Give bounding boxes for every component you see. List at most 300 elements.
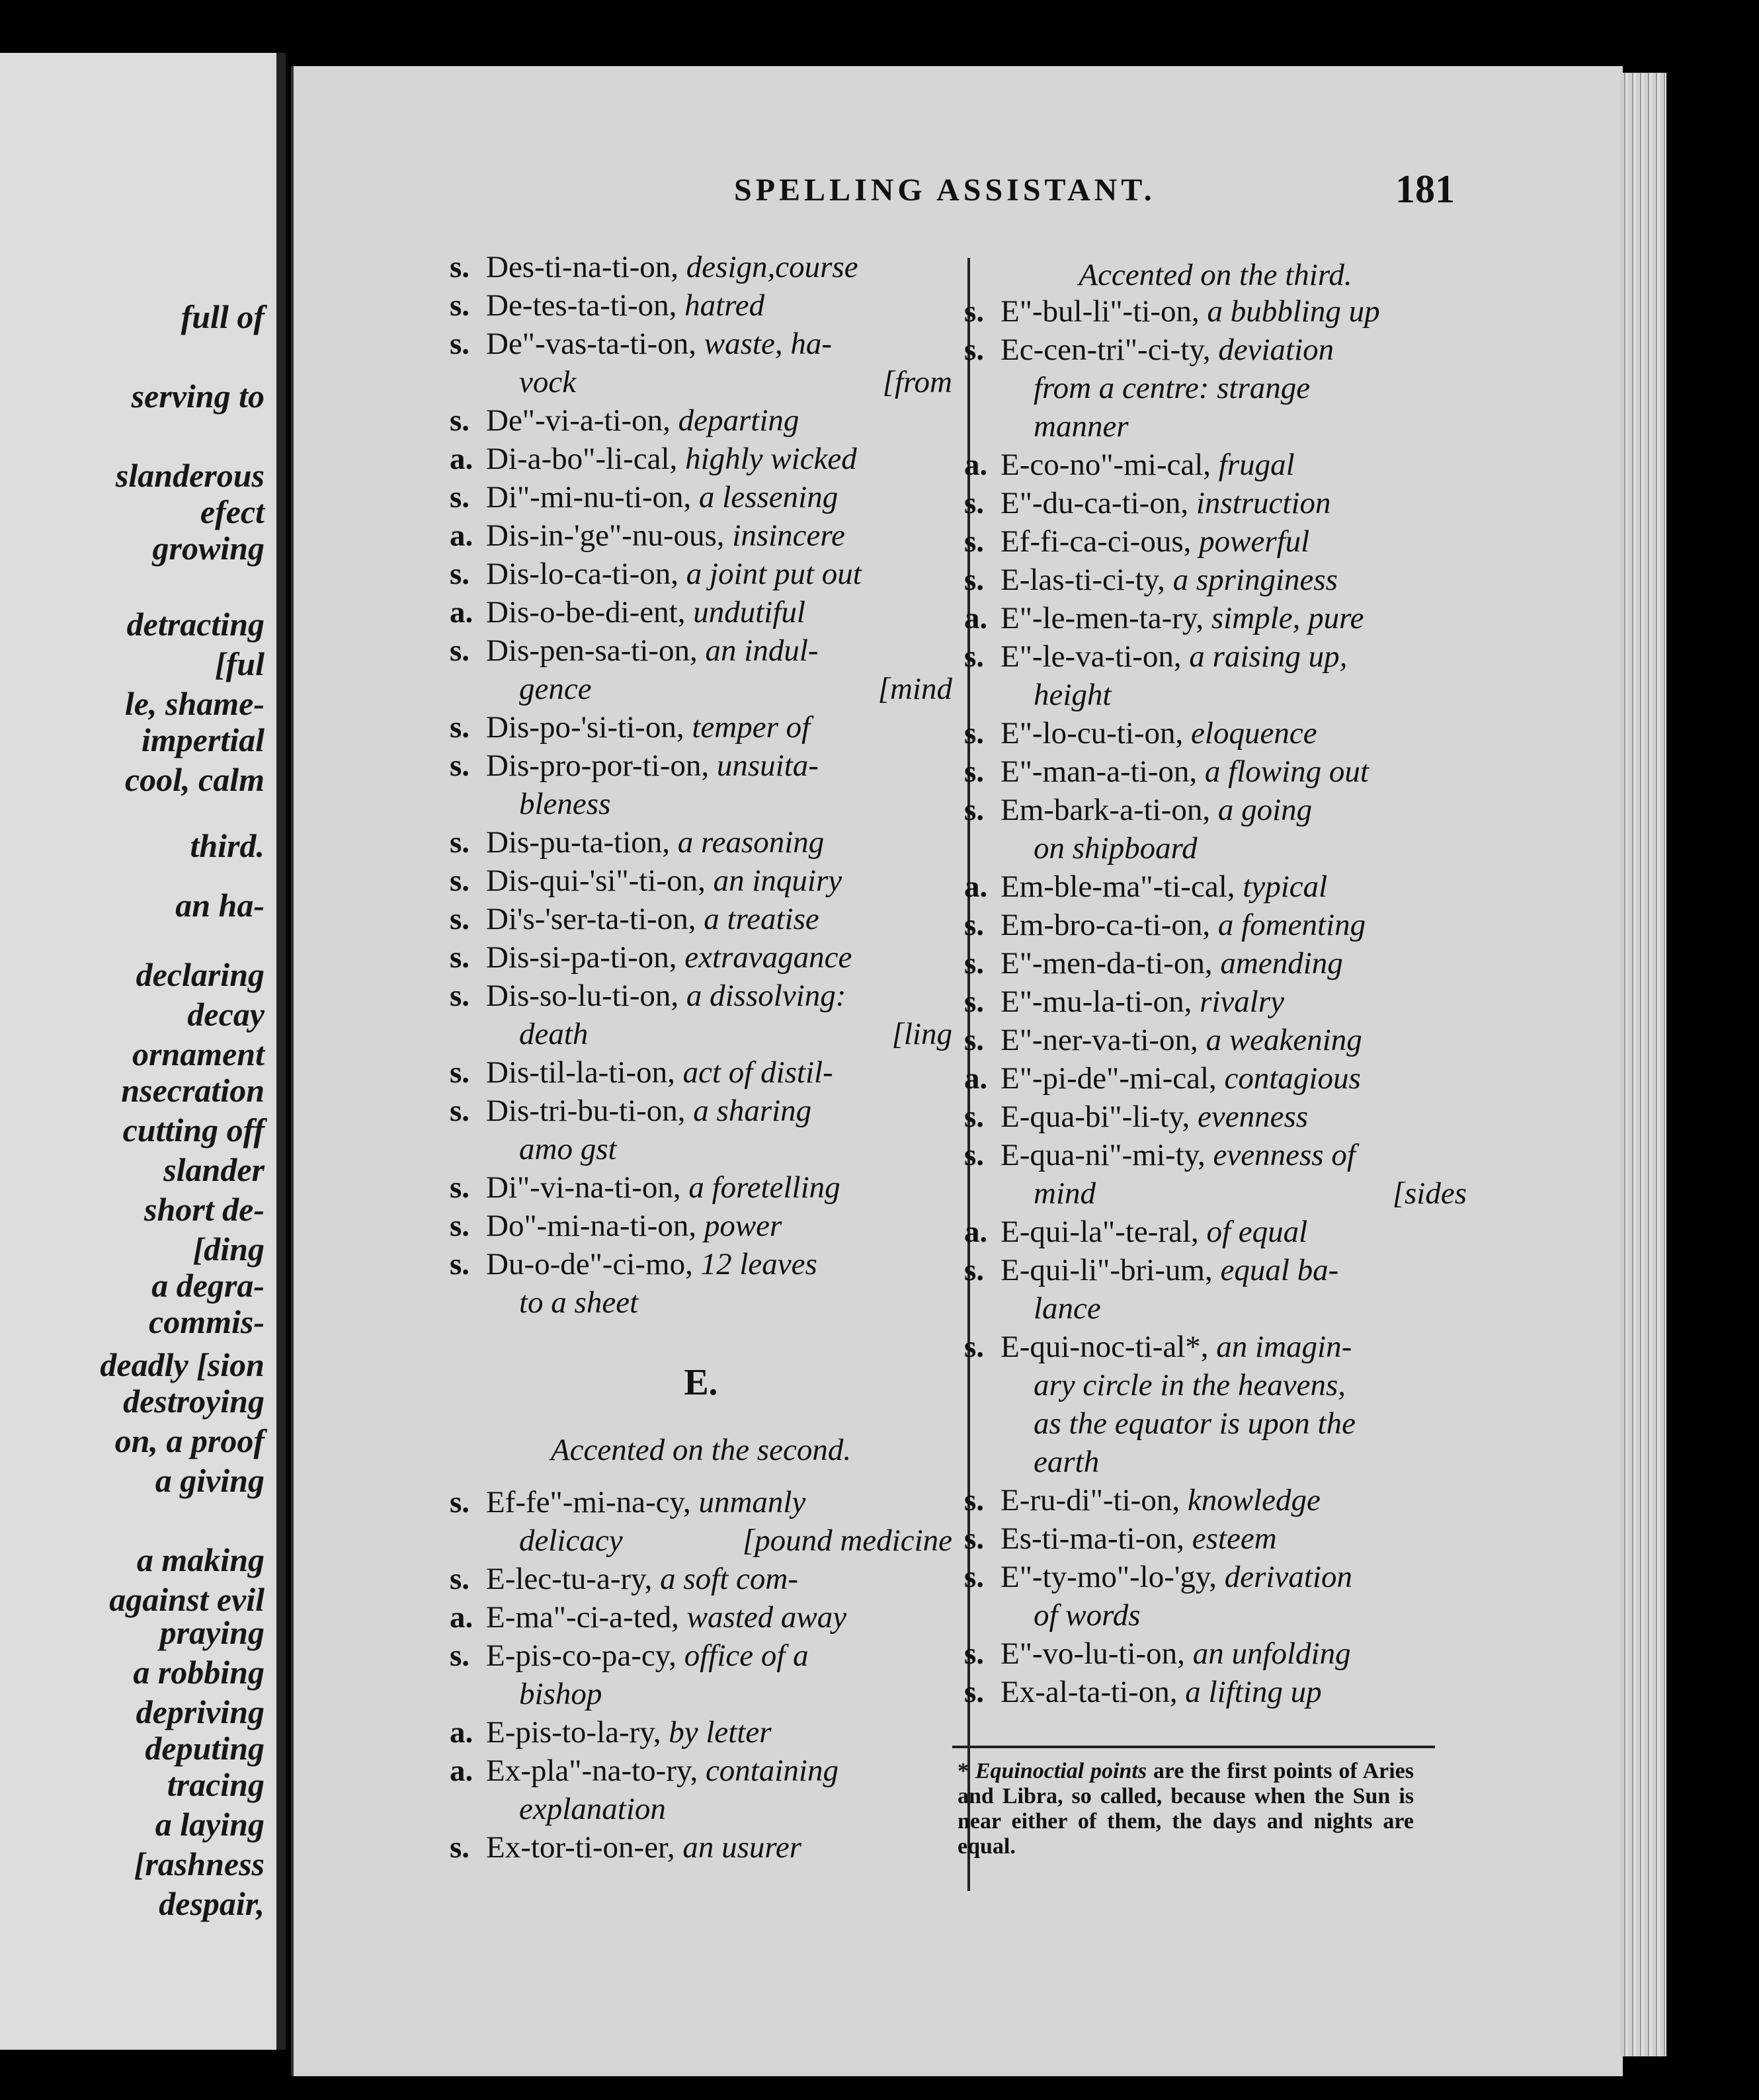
dictionary-entry xyxy=(964,906,1467,944)
definition: power xyxy=(704,1209,782,1243)
definition: a bubbling up xyxy=(1207,294,1380,329)
part-of-speech: a. xyxy=(450,442,473,476)
dictionary-entry xyxy=(450,440,952,478)
left-page-fragment: [rashness xyxy=(134,1845,265,1882)
definition-continuation xyxy=(450,670,952,708)
headword: Em-bro-ca-ti-on, xyxy=(1001,908,1211,942)
continuation-text: on shipboard xyxy=(1034,831,1198,866)
definition: an inquiry xyxy=(713,864,842,898)
footnote-rule xyxy=(952,1746,1435,1748)
left-page-fragment: [ful xyxy=(215,645,265,682)
headword: E"-man-a-ti-on, xyxy=(1001,754,1198,789)
headword: E"-le-men-ta-ry, xyxy=(1001,601,1204,635)
definition: waste, ha- xyxy=(704,327,832,361)
definition: deviation xyxy=(1218,333,1334,367)
part-of-speech: s. xyxy=(964,1023,985,1057)
headword: De"-vi-a-ti-on, xyxy=(486,403,671,438)
headword: Dis-o-be-di-ent, xyxy=(486,595,686,629)
part-of-speech: s. xyxy=(964,1560,985,1594)
continuation-text: delicacy xyxy=(519,1523,623,1558)
continuation-text: gence xyxy=(519,672,592,706)
left-facing-page xyxy=(0,53,286,2050)
dictionary-entry xyxy=(964,1519,1467,1558)
definition: a soft com- xyxy=(660,1562,798,1596)
headword: Di"-mi-nu-ti-on, xyxy=(486,480,692,514)
part-of-speech: s. xyxy=(964,333,985,367)
dictionary-entry xyxy=(450,1245,952,1283)
part-of-speech: a. xyxy=(450,1715,473,1750)
definition-continuation xyxy=(964,407,1467,446)
continuation-text: vock xyxy=(519,365,577,399)
continuation-text: earth xyxy=(1034,1445,1100,1479)
headword: Es-ti-ma-ti-on, xyxy=(1001,1521,1185,1556)
definition-continuation xyxy=(964,829,1467,868)
definition: powerful xyxy=(1199,524,1310,559)
dictionary-entry xyxy=(450,708,952,747)
dictionary-entry xyxy=(450,1053,952,1092)
part-of-speech: s. xyxy=(450,250,470,284)
dictionary-entry xyxy=(964,292,1467,331)
runover-fragment: [mind xyxy=(878,672,952,706)
left-page-fragment: nsecration xyxy=(121,1072,265,1109)
left-entries xyxy=(450,248,952,1322)
part-of-speech: a. xyxy=(450,595,473,629)
left-page-fragment: full of xyxy=(181,298,265,335)
part-of-speech: s. xyxy=(450,1562,470,1596)
dictionary-entry xyxy=(450,248,952,286)
definition-continuation xyxy=(450,785,952,823)
headword: Ef-fi-ca-ci-ous, xyxy=(1001,524,1192,559)
part-of-speech: s. xyxy=(964,1636,985,1671)
dictionary-entry xyxy=(964,1251,1467,1289)
headword: Dis-lo-ca-ti-on, xyxy=(486,557,679,591)
dictionary-entry xyxy=(450,823,952,862)
left-page-fragment: cutting off xyxy=(122,1111,265,1149)
headword: Do"-mi-na-ti-on, xyxy=(486,1209,697,1243)
dictionary-entry xyxy=(964,1481,1467,1519)
continuation-text: from a centre: strange xyxy=(1034,371,1311,405)
part-of-speech: a. xyxy=(450,518,473,553)
part-of-speech: s. xyxy=(450,1170,470,1205)
headword: Em-bark-a-ti-on, xyxy=(1001,793,1211,827)
part-of-speech: s. xyxy=(964,985,985,1019)
definition: evenness xyxy=(1198,1100,1309,1134)
definition-continuation xyxy=(964,1366,1467,1404)
part-of-speech: s. xyxy=(450,710,470,745)
definition: containing xyxy=(705,1754,839,1788)
headword: E-co-no"-mi-cal, xyxy=(1001,448,1211,482)
left-page-fragment: le, shame- xyxy=(124,685,265,722)
dictionary-entry xyxy=(964,637,1467,676)
left-page-fragment: cool, calm xyxy=(124,761,265,798)
definition: highly wicked xyxy=(685,442,857,476)
definition: of equal xyxy=(1206,1215,1308,1249)
headword: De"-vas-ta-ti-on, xyxy=(486,327,697,361)
left-entries-second xyxy=(450,1483,952,1867)
headword: E-pis-co-pa-cy, xyxy=(486,1638,676,1673)
running-header: SPELLING ASSISTANT. xyxy=(734,173,1156,208)
section-subhead: Accented on the second. xyxy=(550,1433,852,1467)
part-of-speech: s. xyxy=(450,1247,470,1281)
headword: E"-le-va-ti-on, xyxy=(1001,639,1182,674)
runover-fragment: [ling xyxy=(891,1017,952,1051)
definition: an imagin- xyxy=(1216,1330,1352,1364)
part-of-speech: s. xyxy=(450,748,470,783)
section-letter: E. xyxy=(684,1362,718,1403)
right-subhead: Accented on the third. xyxy=(1079,258,1352,292)
left-page-fragment: [ding xyxy=(192,1231,265,1268)
left-page-fragment: a giving xyxy=(155,1462,265,1499)
part-of-speech: s. xyxy=(450,940,470,975)
left-page-fragment: impertial xyxy=(141,721,265,758)
definition: a springiness xyxy=(1172,563,1338,597)
continuation-text: manner xyxy=(1034,409,1129,444)
headword: Di's-'ser-ta-ti-on, xyxy=(486,902,696,936)
headword: Dis-til-la-ti-on, xyxy=(486,1055,675,1090)
definition: 12 leaves xyxy=(700,1247,817,1281)
footnote-text: are the first points of Aries and Libra, so called, because when the Sun is near either of them, the days and nights are equal. xyxy=(958,1759,1414,1859)
dictionary-entry xyxy=(450,1713,952,1752)
part-of-speech: s. xyxy=(964,294,985,329)
headword: E"-lo-cu-ti-on, xyxy=(1001,716,1184,750)
definition: undutiful xyxy=(693,595,805,629)
dictionary-entry xyxy=(964,522,1467,561)
definition: a foretelling xyxy=(688,1170,840,1205)
left-page-fragment: deadly [sion xyxy=(100,1346,265,1383)
definition: knowledge xyxy=(1187,1483,1321,1517)
left-page-fragment: deputing xyxy=(145,1730,265,1767)
dictionary-entry xyxy=(450,1483,952,1521)
definition: derivation xyxy=(1224,1560,1352,1594)
part-of-speech: s. xyxy=(450,979,470,1013)
definition: eloquence xyxy=(1191,716,1317,750)
headword: Ef-fe"-mi-na-cy, xyxy=(486,1485,691,1519)
left-page-fragment: decay xyxy=(187,996,265,1033)
definition: evenness of xyxy=(1213,1138,1356,1172)
headword: Des-ti-na-ti-on, xyxy=(486,250,679,284)
part-of-speech: s. xyxy=(450,1485,470,1519)
headword: Dis-si-pa-ti-on, xyxy=(486,940,677,975)
continuation-text: height xyxy=(1034,678,1112,712)
left-page-fragment: third. xyxy=(190,827,265,864)
definition: esteem xyxy=(1192,1521,1277,1556)
definition-continuation xyxy=(964,676,1467,714)
continuation-text: lance xyxy=(1034,1291,1101,1326)
part-of-speech: a. xyxy=(964,869,988,904)
headword: E"-ner-va-ti-on, xyxy=(1001,1023,1198,1057)
definition: a treatise xyxy=(704,902,819,936)
definition: design,course xyxy=(686,250,858,284)
part-of-speech: s. xyxy=(964,754,985,789)
part-of-speech: s. xyxy=(450,1638,470,1673)
headword: E-qua-ni"-mi-ty, xyxy=(1001,1138,1206,1172)
dictionary-entry xyxy=(450,631,952,670)
dictionary-entry xyxy=(964,484,1467,522)
part-of-speech: s. xyxy=(450,403,470,438)
dictionary-entry xyxy=(450,1560,952,1598)
left-page-fragment: slander xyxy=(163,1151,265,1188)
continuation-text: of words xyxy=(1034,1598,1141,1633)
dictionary-entry xyxy=(964,983,1467,1021)
part-of-speech: s. xyxy=(450,1094,470,1128)
continuation-text: ary circle in the heavens, xyxy=(1034,1368,1346,1402)
dictionary-entry xyxy=(964,561,1467,599)
runover-fragment: [pound medicine xyxy=(742,1523,952,1558)
continuation-text: bishop xyxy=(519,1677,602,1711)
footnote xyxy=(958,1759,1414,1859)
part-of-speech: s. xyxy=(964,524,985,559)
dictionary-entry xyxy=(964,599,1467,637)
dictionary-entry xyxy=(450,1092,952,1130)
definition-continuation xyxy=(964,369,1467,407)
part-of-speech: s. xyxy=(450,1209,470,1243)
left-page-fragment: an ha- xyxy=(175,887,265,924)
part-of-speech: s. xyxy=(964,1138,985,1172)
definition: a weakening xyxy=(1206,1023,1362,1057)
headword: E"-vo-lu-ti-on, xyxy=(1001,1636,1185,1671)
continuation-text: to a sheet xyxy=(519,1285,639,1320)
left-page-fragment: detracting xyxy=(126,606,265,643)
definition: departing xyxy=(678,403,799,438)
dictionary-entry xyxy=(450,1828,952,1867)
left-page-fragment: on, a proof xyxy=(114,1422,265,1459)
headword: E"-bul-li"-ti-on, xyxy=(1001,294,1200,329)
dictionary-entry xyxy=(964,1328,1467,1366)
dictionary-entry xyxy=(964,1213,1467,1251)
part-of-speech: s. xyxy=(964,563,985,597)
left-page-fragment: against evil xyxy=(109,1581,265,1618)
dictionary-entry xyxy=(964,1059,1467,1098)
dictionary-entry xyxy=(964,446,1467,484)
part-of-speech: s. xyxy=(964,793,985,827)
definition-continuation xyxy=(964,1404,1467,1443)
footnote-lead: Equinoctial points xyxy=(975,1759,1147,1783)
part-of-speech: s. xyxy=(964,908,985,942)
dictionary-entry xyxy=(450,478,952,516)
definition: hatred xyxy=(684,288,765,323)
definition: a joint put out xyxy=(686,557,862,591)
definition: simple, pure xyxy=(1211,601,1364,635)
definition: an unfolding xyxy=(1192,1636,1351,1671)
part-of-speech: a. xyxy=(964,1215,988,1249)
headword: Dis-pen-sa-ti-on, xyxy=(486,633,698,668)
runover-fragment: [sides xyxy=(1392,1176,1467,1211)
part-of-speech: s. xyxy=(450,557,470,591)
definition: equal ba- xyxy=(1220,1253,1339,1287)
part-of-speech: a. xyxy=(964,601,988,635)
dictionary-entry xyxy=(964,1098,1467,1136)
headword: Em-ble-ma"-ti-cal, xyxy=(1001,869,1235,904)
dictionary-entry xyxy=(964,1635,1467,1673)
definition: a raising up, xyxy=(1189,639,1348,674)
dictionary-entry xyxy=(450,516,952,555)
definition: extravagance xyxy=(684,940,852,975)
dictionary-entry xyxy=(450,1168,952,1207)
part-of-speech: s. xyxy=(964,716,985,750)
part-of-speech: s. xyxy=(964,946,985,981)
dictionary-entry xyxy=(964,1673,1467,1711)
definition: an usurer xyxy=(682,1830,802,1865)
dictionary-entry xyxy=(450,401,952,440)
left-page-fragment: a robbing xyxy=(133,1654,265,1691)
headword: E"-du-ca-ti-on, xyxy=(1001,486,1189,520)
definition: a reasoning xyxy=(677,825,825,860)
part-of-speech: s. xyxy=(964,1330,985,1364)
dictionary-entry xyxy=(964,791,1467,829)
definition: a dissolving: xyxy=(686,979,846,1013)
headword: Ex-tor-ti-on-er, xyxy=(486,1830,675,1865)
part-of-speech: s. xyxy=(450,902,470,936)
dictionary-entry xyxy=(964,1021,1467,1059)
part-of-speech: s. xyxy=(450,288,470,323)
dictionary-entry xyxy=(450,1636,952,1675)
headword: Ec-cen-tri"-ci-ty, xyxy=(1001,333,1211,367)
headword: E-qui-noc-ti-al*, xyxy=(1001,1330,1209,1364)
continuation-text: mind xyxy=(1034,1176,1096,1211)
dictionary-entry xyxy=(450,325,952,363)
definition-continuation xyxy=(964,1443,1467,1481)
dictionary-entry xyxy=(450,286,952,325)
headword: E"-mu-la-ti-on, xyxy=(1001,985,1192,1019)
definition: a fomenting xyxy=(1217,908,1366,942)
definition: wasted away xyxy=(686,1600,847,1635)
definition: unmanly xyxy=(698,1485,806,1519)
part-of-speech: s. xyxy=(450,327,470,361)
headword: E"-ty-mo"-lo-'gy, xyxy=(1001,1560,1217,1594)
definition-continuation xyxy=(450,1521,952,1560)
left-page-fragment: ornament xyxy=(132,1035,265,1072)
dictionary-entry xyxy=(964,944,1467,983)
headword: Ex-al-ta-ti-on, xyxy=(1001,1675,1178,1709)
page-edge xyxy=(1620,73,1666,2056)
left-page-fragment: a degra- xyxy=(151,1267,265,1304)
part-of-speech: a. xyxy=(964,448,988,482)
headword: Dis-pu-ta-tion, xyxy=(486,825,671,860)
dictionary-entry xyxy=(964,331,1467,369)
dictionary-entry xyxy=(964,1558,1467,1596)
left-column xyxy=(450,248,952,1867)
left-page-fragment: declaring xyxy=(136,956,265,993)
left-page-fragment: growing xyxy=(152,530,265,567)
definition: a flowing out xyxy=(1204,754,1369,789)
definition: instruction xyxy=(1196,486,1331,520)
part-of-speech: s. xyxy=(450,480,470,514)
part-of-speech: s. xyxy=(450,633,470,668)
part-of-speech: s. xyxy=(450,1830,470,1865)
left-page-fragment: short de- xyxy=(144,1191,265,1228)
headword: E-qui-la"-te-ral, xyxy=(1001,1215,1199,1249)
part-of-speech: s. xyxy=(964,1521,985,1556)
definition: a going xyxy=(1217,793,1313,827)
part-of-speech: a. xyxy=(450,1600,473,1635)
headword: Dis-qui-'si"-ti-on, xyxy=(486,864,706,898)
dictionary-entry xyxy=(450,593,952,631)
definition: frugal xyxy=(1218,448,1295,482)
part-of-speech: s. xyxy=(964,639,985,674)
left-page-fragment: tracing xyxy=(167,1766,265,1803)
definition-continuation xyxy=(964,1174,1467,1213)
dictionary-entry xyxy=(964,714,1467,752)
continuation-text: amo gst xyxy=(519,1132,617,1166)
part-of-speech: s. xyxy=(450,864,470,898)
definition: amending xyxy=(1220,946,1343,981)
headword: E"-pi-de"-mi-cal, xyxy=(1001,1061,1217,1096)
headword: Dis-so-lu-ti-on, xyxy=(486,979,679,1013)
dictionary-entry xyxy=(450,1752,952,1790)
left-page-fragment: serving to xyxy=(131,378,265,415)
left-page-fragment: despair, xyxy=(159,1885,265,1922)
headword: De-tes-ta-ti-on, xyxy=(486,288,677,323)
definition-continuation xyxy=(450,1790,952,1828)
headword: Dis-tri-bu-ti-on, xyxy=(486,1094,686,1128)
left-page-fragment: commis- xyxy=(149,1303,265,1340)
left-page-fragment: a making xyxy=(136,1541,265,1578)
part-of-speech: s. xyxy=(964,1100,985,1134)
continuation-text: bleness xyxy=(519,787,611,821)
headword: E-qua-bi"-li-ty, xyxy=(1001,1100,1190,1134)
definition-continuation xyxy=(450,363,952,401)
headword: Ex-pla"-na-to-ry, xyxy=(486,1754,698,1788)
dictionary-entry xyxy=(450,1598,952,1636)
definition-continuation xyxy=(450,1130,952,1168)
dictionary-entry xyxy=(450,1207,952,1245)
headword: E-ma"-ci-a-ted, xyxy=(486,1600,679,1635)
left-page-fragment: slanderous xyxy=(115,457,265,494)
part-of-speech: s. xyxy=(450,1055,470,1090)
headword: E-ru-di"-ti-on, xyxy=(1001,1483,1180,1517)
part-of-speech: s. xyxy=(964,1483,985,1517)
headword: Di"-vi-na-ti-on, xyxy=(486,1170,681,1205)
left-page-fragment: a laying xyxy=(155,1806,265,1843)
definition: contagious xyxy=(1224,1061,1361,1096)
right-column xyxy=(964,258,1467,1711)
part-of-speech: a. xyxy=(964,1061,988,1096)
definition: an indul- xyxy=(705,633,819,668)
headword: Dis-in-'ge"-nu-ous, xyxy=(486,518,725,553)
right-entries xyxy=(964,292,1467,1711)
headword: Dis-po-'si-ti-on, xyxy=(486,710,684,745)
part-of-speech: s. xyxy=(964,1253,985,1287)
dictionary-entry xyxy=(964,752,1467,791)
definition: temper of xyxy=(692,710,811,745)
definition: office of a xyxy=(684,1638,809,1673)
headword: Di-a-bo"-li-cal, xyxy=(486,442,678,476)
headword: E-pis-to-la-ry, xyxy=(486,1715,661,1750)
left-page-fragment: praying xyxy=(159,1614,265,1651)
part-of-speech: a. xyxy=(450,1754,473,1788)
headword: E-qui-li"-bri-um, xyxy=(1001,1253,1213,1287)
left-page-fragment: depriving xyxy=(136,1693,265,1730)
dictionary-entry xyxy=(964,1136,1467,1174)
definition-continuation xyxy=(964,1289,1467,1328)
part-of-speech: s. xyxy=(450,825,470,860)
left-page-fragment: efect xyxy=(200,493,265,530)
definition-continuation xyxy=(450,1283,952,1322)
definition: a sharing xyxy=(693,1094,812,1128)
dictionary-entry xyxy=(964,868,1467,906)
definition-continuation xyxy=(964,1596,1467,1635)
headword: E-lec-tu-a-ry, xyxy=(486,1562,653,1596)
definition: a lessening xyxy=(699,480,839,514)
definition: a lifting up xyxy=(1185,1675,1322,1709)
left-page-fragment: destroying xyxy=(123,1383,265,1420)
definition: unsuita- xyxy=(716,748,819,783)
continuation-text: explanation xyxy=(519,1792,666,1826)
dictionary-entry xyxy=(450,555,952,593)
headword: E-las-ti-ci-ty, xyxy=(1001,563,1165,597)
dictionary-entry xyxy=(450,900,952,938)
headword: Du-o-de"-ci-mo, xyxy=(486,1247,693,1281)
